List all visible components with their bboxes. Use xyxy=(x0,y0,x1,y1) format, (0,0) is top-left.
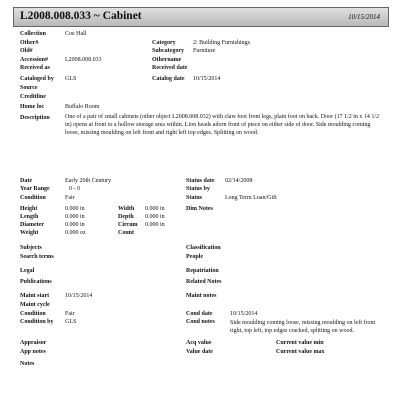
year-range-value: 0 - 0 xyxy=(69,186,80,192)
width-label: Width xyxy=(118,206,135,212)
category-value: 2: Building Furnishings xyxy=(193,40,251,46)
people-label: People xyxy=(186,254,203,260)
value-date-label: Value date xyxy=(186,349,213,355)
condition2-label: Condition xyxy=(20,311,46,317)
description-label: Description xyxy=(20,115,50,121)
othername-label: Othername xyxy=(152,57,182,63)
search-terms-label: Search terms xyxy=(20,254,54,260)
cond-date-value: 10/15/2014 xyxy=(230,311,258,317)
received-as-label: Received as xyxy=(20,65,50,71)
count-label: Count xyxy=(118,230,135,236)
weight-label: Weight xyxy=(20,230,39,236)
status-value: Long Term Loan/Gift xyxy=(225,195,277,201)
cataloged-by-label: Cataloged by xyxy=(20,76,54,82)
category-label: Category xyxy=(152,40,176,46)
cond-notes-value: Side moulding coming loose, missing moulding on left front right, top left, top edges cracked, splitting on wood. xyxy=(230,320,376,334)
maint-notes-label: Maint notes xyxy=(186,293,217,299)
diameter-value: 0.000 in xyxy=(65,222,85,228)
length-value: 0.000 in xyxy=(65,214,85,220)
width-value: 0.000 in xyxy=(145,206,165,212)
cond-date-label: Cond date xyxy=(186,311,213,317)
year-range-label: Year Range xyxy=(20,186,50,192)
depth-value: 0.000 in xyxy=(145,214,165,220)
depth-label: Depth xyxy=(118,214,134,220)
acq-value-label: Acq value xyxy=(186,340,212,346)
subjects-label: Subjects xyxy=(20,245,42,251)
date-value: Early 20th Century xyxy=(65,178,111,184)
old-num-label: Old# xyxy=(20,48,33,54)
description-value: One of a pair of small cabinets (other object L2008.008.032) with claw foot front legs, plain foot on back. Door (17 1/2 in x 14 1/2 in) opens at front to a hollow storage area within. Lion heads adorn front of piece on either side of door. Side moulding coming loose, missing moulding on left front and right left top edges. Splitting on wood. xyxy=(65,114,380,136)
cond-notes-label: Cond notes xyxy=(186,319,215,325)
weight-value: 0.000 oz xyxy=(65,230,86,236)
condition-label: Condition xyxy=(20,195,46,201)
dim-notes-label: Dim Notes xyxy=(186,206,213,212)
record-header xyxy=(13,7,389,27)
subcategory-label: Subcategory xyxy=(152,48,184,54)
maint-start-value: 10/15/2014 xyxy=(65,293,93,299)
cataloged-by-value: GLS xyxy=(65,76,77,82)
circum-value: 0.000 in xyxy=(145,222,165,228)
status-label: Status xyxy=(186,195,203,201)
maint-start-label: Maint start xyxy=(20,293,50,299)
status-by-label: Status by xyxy=(186,186,210,192)
source-label: Source xyxy=(20,85,38,91)
other-num-label: Other# xyxy=(20,40,39,46)
app-notes-label: App notes xyxy=(20,349,46,355)
catalog-date-label: Catalog date xyxy=(152,76,185,82)
length-label: Length xyxy=(20,214,39,220)
condition2-value: Fair xyxy=(65,311,75,317)
classification-label: Classification xyxy=(186,245,221,251)
print-date: 10/15/2014 xyxy=(348,13,380,21)
diameter-label: Diameter xyxy=(20,222,44,228)
catalog-date-value: 10/15/2014 xyxy=(193,76,221,82)
circum-label: Circum xyxy=(118,222,138,228)
current-value-max-label: Current value max xyxy=(276,349,325,355)
subcategory-value: Furniture xyxy=(193,48,216,54)
height-label: Height xyxy=(20,206,38,212)
publications-label: Publications xyxy=(20,279,52,285)
accession-label: Accession# xyxy=(20,57,48,63)
related-notes-label: Related Notes xyxy=(186,279,222,285)
date-label: Date xyxy=(20,178,32,184)
collection-label: Collection xyxy=(20,31,46,37)
status-date-label: Status date xyxy=(186,178,215,184)
collection-value: Coe Hall xyxy=(65,31,87,37)
notes-label: Notes xyxy=(20,361,35,367)
height-value: 0.000 in xyxy=(65,206,85,212)
appraisor-label: Appraisor xyxy=(20,340,47,346)
record-title: L2008.008.033 ~ Cabinet xyxy=(20,10,142,22)
condition-by-value: GLS xyxy=(65,319,77,325)
maint-cycle-label: Maint cycle xyxy=(20,302,50,308)
creditline-label: Creditline xyxy=(20,94,46,100)
condition-value: Fair xyxy=(65,195,75,201)
home-loc-value: Buffalo Room xyxy=(65,104,100,110)
accession-value: L2008.008.033 xyxy=(65,57,102,63)
home-loc-label: Home loc xyxy=(20,104,45,110)
legal-label: Legal xyxy=(20,268,35,274)
condition-by-label: Condition by xyxy=(20,319,54,325)
status-date-value: 02/14/2008 xyxy=(225,178,253,184)
received-date-label: Received date xyxy=(152,65,188,71)
current-value-min-label: Current value min xyxy=(276,340,324,346)
repatriation-label: Repatriation xyxy=(186,268,219,274)
